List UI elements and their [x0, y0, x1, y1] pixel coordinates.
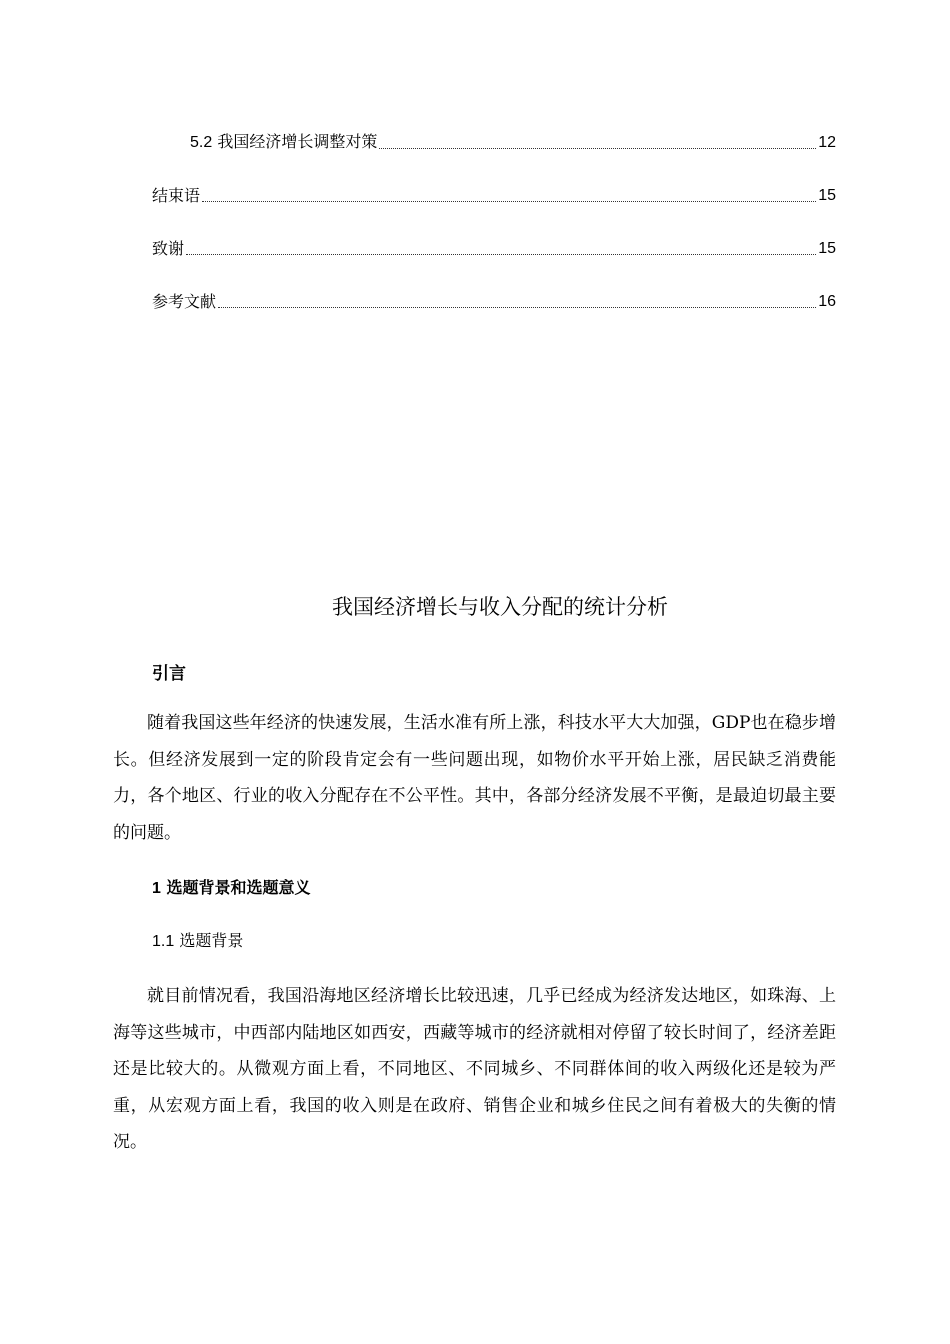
- subsection-heading: [152, 929, 243, 954]
- toc-leader-dots: [218, 307, 816, 308]
- subsection-number: 1.1: [152, 933, 175, 950]
- toc-entry-number: 5.2: [190, 134, 213, 151]
- toc-entry-page: 15: [818, 187, 836, 204]
- toc-leader-dots: [202, 201, 816, 202]
- section-number: 1: [152, 880, 161, 897]
- section-heading: [152, 876, 311, 901]
- toc-entry-text: 结束语: [152, 186, 201, 205]
- toc-entry-page: 12: [818, 134, 836, 151]
- section-title: 选题背景和选题意义: [166, 878, 311, 897]
- document-title: 我国经济增长与收入分配的统计分析: [332, 595, 668, 619]
- toc-entry-text: 致谢: [152, 239, 185, 258]
- toc-entry-text: 我国经济增长调整对策: [217, 132, 378, 151]
- intro-heading: 引言: [152, 664, 186, 684]
- toc-entry[interactable]: [152, 184, 836, 208]
- subsection-title: 选题背景: [179, 931, 244, 950]
- background-paragraph: 就目前情况看，我国沿海地区经济增长比较迅速，几乎已经成为经济发达地区，如珠海、上海等这些城市，中西部内陆地区如西安，西藏等城市的经济就相对停留了较长时间了，经济差距还是比较大的。从微观方面上看，不同地区、不同城乡、不同群体间的收入两级化还是较为严重，从宏观方面上看，我国的收入则是在政府、销售企业和城乡住民之间有着极大的失衡的情况。: [113, 986, 836, 1152]
- toc-entry[interactable]: [152, 237, 836, 261]
- toc-entry-label: [190, 130, 377, 155]
- intro-paragraph: 随着我国这些年经济的快速发展，生活水准有所上涨，科技水平大大加强，GDP也在稳步增长。但经济发展到一定的阶段肯定会有一些问题出现，如物价水平开始上涨，居民缺乏消费能力，各个地区、行业的收入分配存在不公平性。其中，各部分经济发展不平衡，是最迫切最主要的问题。: [113, 713, 836, 843]
- toc-entry[interactable]: [190, 131, 836, 155]
- toc-leader-dots: [186, 254, 816, 255]
- toc-entry-page: 15: [818, 240, 836, 257]
- toc-entry-page: 16: [818, 293, 836, 310]
- toc-entry-text: 参考文献: [152, 292, 217, 311]
- toc-leader-dots: [379, 148, 816, 149]
- toc-entry[interactable]: [152, 290, 836, 314]
